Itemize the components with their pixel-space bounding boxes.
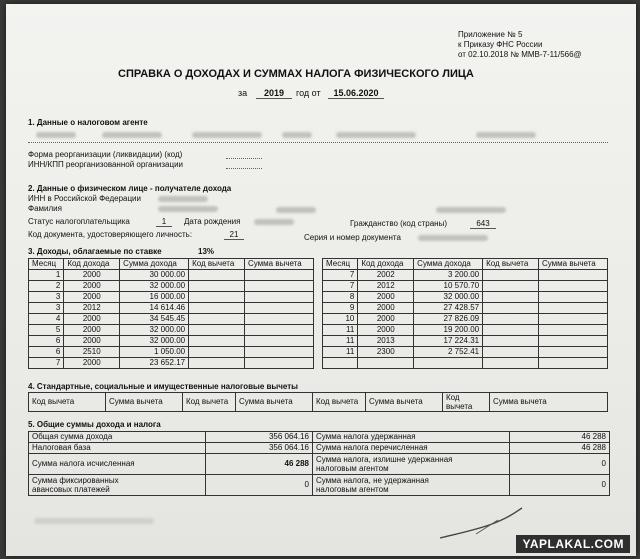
tax-base-label: Налоговая база xyxy=(29,443,206,454)
income-sum-cell: 32 000.00 xyxy=(120,281,189,292)
appendix-line-1: Приложение № 5 xyxy=(458,30,523,39)
deduction-sum-cell xyxy=(244,314,313,325)
income-code-cell: 2000 xyxy=(64,358,120,369)
deduction-code-cell xyxy=(189,270,245,281)
signature-stroke xyxy=(436,504,526,544)
table-row xyxy=(323,314,608,325)
period-za: за xyxy=(238,88,248,98)
fixed-advance-value: 0 xyxy=(206,475,313,496)
table-row xyxy=(29,303,314,314)
section3-rate: 13% xyxy=(198,247,215,256)
income-code-cell: 2000 xyxy=(64,314,120,325)
income-sum-cell: 10 570.70 xyxy=(414,281,483,292)
excess-withheld-label-1: Сумма налога, излишне удержанная xyxy=(316,455,453,464)
deduction-code-header: Код вычета xyxy=(443,393,490,412)
deduction-sum-cell xyxy=(538,281,607,292)
income-code-cell: 2000 xyxy=(64,270,120,281)
total-income-value: 356 064.16 xyxy=(206,432,313,443)
header-income-sum: Сумма дохода xyxy=(120,259,189,270)
section4-title: 4. Стандартные, социальные и имущественные налоговые вычеты xyxy=(28,382,298,391)
not-withheld-label-1: Сумма налога, не удержанная xyxy=(316,476,429,485)
month-cell: 3 xyxy=(29,292,64,303)
citizenship-value: 643 xyxy=(470,219,496,229)
table-row xyxy=(29,358,314,369)
income-sum-cell: 23 652.17 xyxy=(120,358,189,369)
surname-label: Фамилия xyxy=(28,204,62,213)
month-cell: 11 xyxy=(323,347,358,358)
month-cell: 9 xyxy=(323,303,358,314)
appendix-line-3: от 02.10.2018 № ММВ-7-11/566@ xyxy=(458,50,582,59)
header-month: Месяц xyxy=(323,259,358,270)
table-row xyxy=(323,325,608,336)
empty-cell xyxy=(323,358,358,369)
deduction-code-cell xyxy=(189,303,245,314)
month-cell: 2 xyxy=(29,281,64,292)
withheld-value: 46 288 xyxy=(510,432,610,443)
income-code-cell: 2000 xyxy=(64,325,120,336)
deduction-code-cell xyxy=(189,358,245,369)
status-label: Статус налогоплательщика xyxy=(28,217,130,226)
income-code-cell: 2012 xyxy=(358,281,414,292)
deduction-code-cell xyxy=(483,281,539,292)
table-row xyxy=(323,347,608,358)
income-sum-cell: 32 000.00 xyxy=(414,292,483,303)
deduction-sum-header: Сумма вычета xyxy=(106,393,183,412)
status-value: 1 xyxy=(156,217,172,227)
table-row xyxy=(29,281,314,292)
month-cell: 7 xyxy=(323,281,358,292)
income-sum-cell: 30 000.00 xyxy=(120,270,189,281)
table-row xyxy=(323,292,608,303)
month-cell: 1 xyxy=(29,270,64,281)
deduction-sum-cell xyxy=(244,358,313,369)
deduction-sum-header: Сумма вычета xyxy=(366,393,443,412)
table-row xyxy=(323,303,608,314)
deduction-sum-cell xyxy=(244,336,313,347)
month-cell: 5 xyxy=(29,325,64,336)
income-sum-cell: 16 000.00 xyxy=(120,292,189,303)
table-row xyxy=(323,270,608,281)
deduction-code-header: Код вычета xyxy=(183,393,236,412)
deduction-sum-cell xyxy=(538,347,607,358)
citizenship-label: Гражданство (код страны) xyxy=(350,219,447,228)
doc-code-label: Код документа, удостоверяющего личность: xyxy=(28,230,193,239)
income-sum-cell: 19 200.00 xyxy=(414,325,483,336)
income-table-left xyxy=(28,258,314,369)
section5-title: 5. Общие суммы дохода и налога xyxy=(28,420,161,429)
empty-cell xyxy=(483,358,539,369)
not-withheld-label-2: налоговым агентом xyxy=(316,485,389,494)
income-sum-cell: 27 428.57 xyxy=(414,303,483,314)
deduction-code-cell xyxy=(483,336,539,347)
deduction-sum-cell xyxy=(244,292,313,303)
deduction-sum-cell xyxy=(538,270,607,281)
deduction-code-cell xyxy=(483,325,539,336)
income-code-cell: 2000 xyxy=(358,303,414,314)
month-cell: 10 xyxy=(323,314,358,325)
deduction-sum-cell xyxy=(244,325,313,336)
table-row xyxy=(323,281,608,292)
deduction-code-cell xyxy=(483,314,539,325)
deduction-sum-cell xyxy=(538,314,607,325)
table-row xyxy=(29,347,314,358)
month-cell: 7 xyxy=(29,358,64,369)
doc-series-label: Серия и номер документа xyxy=(304,233,401,242)
header-income-code: Код дохода xyxy=(64,259,120,270)
month-cell: 6 xyxy=(29,336,64,347)
tax-calculated-value: 46 288 xyxy=(206,454,313,475)
transferred-value: 46 288 xyxy=(510,443,610,454)
table-row xyxy=(29,325,314,336)
section2-title: 2. Данные о физическом лице - получателе дохода xyxy=(28,184,232,193)
header-deduction-code: Код вычета xyxy=(483,259,539,270)
income-code-cell: 2000 xyxy=(64,281,120,292)
income-sum-cell: 14 614.46 xyxy=(120,303,189,314)
document-title: СПРАВКА О ДОХОДАХ И СУММАХ НАЛОГА ФИЗИЧЕСКОГО ЛИЦА xyxy=(118,68,474,80)
excess-withheld-label-2: налоговым агентом xyxy=(316,464,389,473)
deduction-code-cell xyxy=(483,270,539,281)
header-income-code: Код дохода xyxy=(358,259,414,270)
income-code-cell: 2000 xyxy=(64,292,120,303)
totals-table xyxy=(28,431,610,496)
income-code-cell: 2000 xyxy=(358,314,414,325)
income-sum-cell: 27 826.09 xyxy=(414,314,483,325)
empty-cell xyxy=(538,358,607,369)
deduction-sum-cell xyxy=(244,347,313,358)
header-deduction-sum: Сумма вычета xyxy=(244,259,313,270)
deduction-sum-header: Сумма вычета xyxy=(236,393,313,412)
deduction-code-cell xyxy=(189,314,245,325)
table-row xyxy=(323,358,608,369)
deduction-code-cell xyxy=(189,347,245,358)
income-certificate-document xyxy=(6,4,636,556)
empty-cell xyxy=(358,358,414,369)
income-code-cell: 2012 xyxy=(64,303,120,314)
inn-rf-label: ИНН в Российской Федерации xyxy=(28,194,141,203)
header-income-sum: Сумма дохода xyxy=(414,259,483,270)
month-cell: 11 xyxy=(323,336,358,347)
tax-base-value: 356 064.16 xyxy=(206,443,313,454)
table-row xyxy=(29,314,314,325)
header-deduction-sum: Сумма вычета xyxy=(538,259,607,270)
income-code-cell: 2000 xyxy=(64,336,120,347)
income-sum-cell: 2 752.41 xyxy=(414,347,483,358)
deduction-code-cell xyxy=(483,347,539,358)
income-code-cell: 2000 xyxy=(358,292,414,303)
deduction-sum-cell xyxy=(538,325,607,336)
table-row xyxy=(29,270,314,281)
deduction-sum-cell xyxy=(244,281,313,292)
period-god-ot: год от xyxy=(296,88,321,98)
deduction-sum-cell xyxy=(244,303,313,314)
reorg-form-label: Форма реорганизации (ликвидации) (код) xyxy=(28,150,183,159)
deduction-code-cell xyxy=(189,336,245,347)
income-sum-cell: 32 000.00 xyxy=(120,325,189,336)
income-table-right xyxy=(322,258,608,369)
deduction-sum-cell xyxy=(244,270,313,281)
deduction-code-cell xyxy=(189,281,245,292)
header-deduction-code: Код вычета xyxy=(189,259,245,270)
month-cell: 8 xyxy=(323,292,358,303)
fixed-advance-label-2: авансовых платежей xyxy=(32,485,110,494)
table-row xyxy=(29,292,314,303)
excess-withheld-value: 0 xyxy=(510,454,610,475)
doc-code-value: 21 xyxy=(224,230,244,240)
deduction-sum-cell xyxy=(538,336,607,347)
deduction-code-cell xyxy=(189,325,245,336)
deduction-code-cell xyxy=(189,292,245,303)
empty-cell xyxy=(414,358,483,369)
birth-date-label: Дата рождения xyxy=(184,217,241,226)
month-cell: 7 xyxy=(323,270,358,281)
appendix-line-2: к Приказу ФНС России xyxy=(458,40,543,49)
income-code-cell: 2002 xyxy=(358,270,414,281)
deduction-code-cell xyxy=(483,292,539,303)
table-row xyxy=(29,336,314,347)
section1-title: 1. Данные о налоговом агенте xyxy=(28,118,148,127)
month-cell: 11 xyxy=(323,325,358,336)
month-cell: 6 xyxy=(29,347,64,358)
not-withheld-value: 0 xyxy=(510,475,610,496)
income-code-cell: 2000 xyxy=(358,325,414,336)
month-cell: 3 xyxy=(29,303,64,314)
income-sum-cell: 34 545.45 xyxy=(120,314,189,325)
income-code-cell: 2300 xyxy=(358,347,414,358)
deduction-sum-cell xyxy=(538,303,607,314)
period-year: 2019 xyxy=(256,88,292,99)
tax-calculated-label: Сумма налога исчисленная xyxy=(29,454,206,475)
inn-kpp-reorg-label: ИНН/КПП реорганизованной организации xyxy=(28,160,184,169)
month-cell: 4 xyxy=(29,314,64,325)
income-code-cell: 2510 xyxy=(64,347,120,358)
income-code-cell: 2013 xyxy=(358,336,414,347)
deduction-code-header: Код вычета xyxy=(29,393,106,412)
table-row xyxy=(323,336,608,347)
period-date: 15.06.2020 xyxy=(328,88,384,99)
income-sum-cell: 17 224.31 xyxy=(414,336,483,347)
deductions-table xyxy=(28,392,608,412)
header-month: Месяц xyxy=(29,259,64,270)
withheld-label: Сумма налога удержанная xyxy=(313,432,510,443)
transferred-label: Сумма налога перечисленная xyxy=(313,443,510,454)
deduction-code-cell xyxy=(483,303,539,314)
deduction-code-header: Код вычета xyxy=(313,393,366,412)
section3-title: 3. Доходы, облагаемые по ставке xyxy=(28,247,162,256)
deduction-sum-cell xyxy=(538,292,607,303)
total-income-label: Общая сумма дохода xyxy=(29,432,206,443)
income-sum-cell: 1 050.00 xyxy=(120,347,189,358)
income-sum-cell: 3 200.00 xyxy=(414,270,483,281)
watermark-logo: YAPLAKAL.COM xyxy=(516,535,630,553)
fixed-advance-label-1: Сумма фиксированных xyxy=(32,476,119,485)
income-sum-cell: 32 000.00 xyxy=(120,336,189,347)
deduction-sum-header: Сумма вычета xyxy=(490,393,608,412)
